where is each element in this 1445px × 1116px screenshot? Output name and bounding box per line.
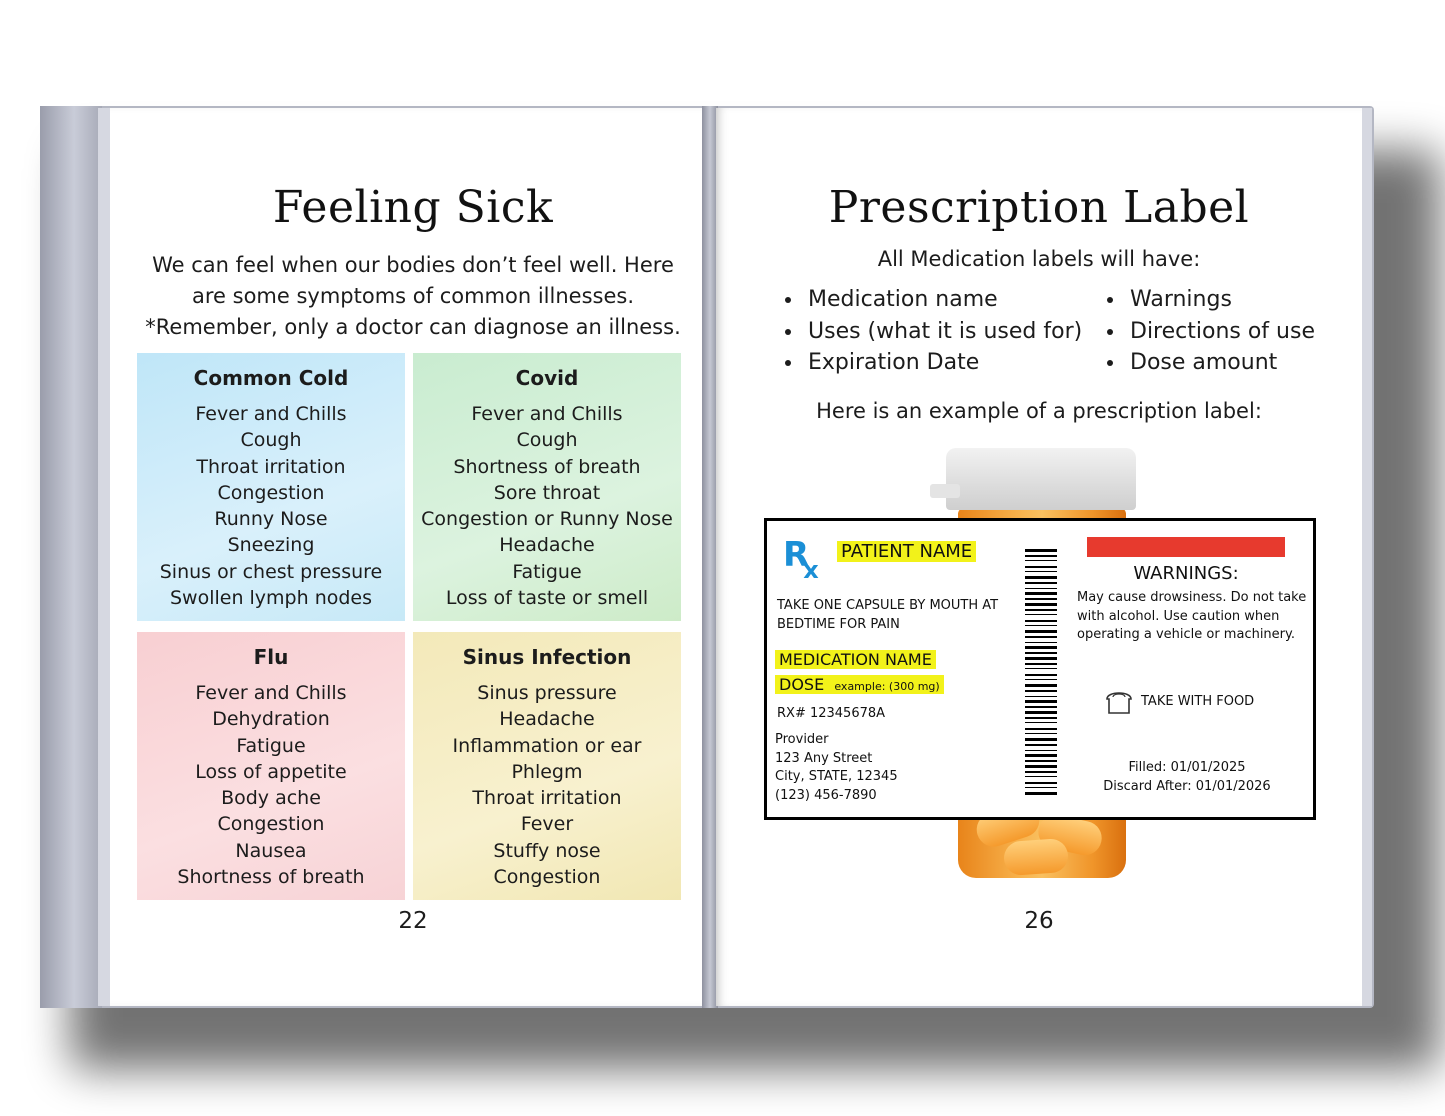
barcode-bar bbox=[1025, 609, 1057, 611]
filled-date: Filled: 01/01/2025 bbox=[1128, 760, 1246, 775]
symptom: Loss of appetite bbox=[195, 760, 347, 783]
symptom: Inflammation or ear bbox=[452, 734, 642, 757]
symptom: Sinus pressure bbox=[477, 682, 617, 704]
take-with-food: TAKE WITH FOOD bbox=[1103, 687, 1254, 717]
intro-line: *Remember, only a doctor can diagnose an illness. bbox=[145, 315, 681, 339]
barcode-bar bbox=[1025, 598, 1057, 600]
barcode-bar bbox=[1025, 663, 1057, 665]
barcode-bar bbox=[1025, 782, 1057, 784]
barcode-bar bbox=[1025, 771, 1057, 773]
card-flu bbox=[137, 632, 405, 900]
patient-name: PATIENT NAME bbox=[837, 543, 976, 562]
symptom: Nausea bbox=[235, 839, 307, 862]
provider-info: Provider 123 Any Street City, STATE, 12345 (123) 456-7890 bbox=[775, 732, 898, 803]
symptom-list bbox=[137, 401, 405, 611]
barcode-bar bbox=[1025, 738, 1057, 741]
barcode-bar bbox=[1025, 760, 1057, 762]
book-cover-edge bbox=[40, 106, 102, 1008]
left-page bbox=[98, 108, 716, 1006]
card-title: Covid bbox=[515, 366, 579, 390]
symptom-list bbox=[413, 680, 681, 890]
barcode-image bbox=[1025, 549, 1057, 797]
symptom: Body ache bbox=[221, 787, 321, 810]
symptom: Fever bbox=[520, 813, 574, 836]
symptom: Congestion or Runny Nose bbox=[421, 508, 673, 531]
card-sinus-infection bbox=[413, 632, 681, 900]
barcode-bar bbox=[1025, 566, 1057, 568]
symptom: Sinus or chest pressure bbox=[159, 560, 383, 583]
symptom: Swollen lymph nodes bbox=[169, 587, 373, 610]
list-item: • Uses (what it is used for) bbox=[804, 316, 1082, 348]
barcode-bar bbox=[1025, 603, 1057, 606]
barcode-bar bbox=[1025, 646, 1057, 649]
prescription-label bbox=[764, 518, 1316, 820]
card-common-cold bbox=[137, 353, 405, 621]
barcode-bar bbox=[1025, 571, 1057, 572]
card-title: Common Cold bbox=[193, 366, 349, 390]
list-item: • Expiration Date bbox=[804, 347, 1082, 379]
barcode-bar bbox=[1025, 728, 1057, 730]
symptom: Fever and Chills bbox=[195, 682, 347, 704]
page-title: Feeling Sick bbox=[272, 182, 554, 233]
barcode-bar bbox=[1025, 684, 1057, 687]
barcode-bar bbox=[1025, 555, 1057, 557]
symptom: Shortness of breath bbox=[177, 866, 365, 889]
barcode-bar bbox=[1025, 674, 1057, 676]
intro-text bbox=[110, 250, 716, 343]
symptom: Stuffy nose bbox=[493, 839, 601, 862]
symptom: Cough bbox=[240, 429, 302, 452]
example-caption: Here is an example of a prescription label: bbox=[816, 399, 1262, 423]
open-book bbox=[40, 106, 1374, 1008]
page-number: 22 bbox=[398, 908, 428, 934]
barcode-bar bbox=[1025, 657, 1057, 660]
symptom: Shortness of breath bbox=[453, 455, 641, 478]
symptom: Throat irritation bbox=[472, 787, 622, 810]
barcode-bar bbox=[1025, 754, 1057, 757]
list-item: • Warnings bbox=[1126, 284, 1315, 316]
symptom: Fever and Chills bbox=[195, 403, 347, 425]
bullet-list-right bbox=[1104, 284, 1315, 379]
page-number: 26 bbox=[1024, 908, 1054, 934]
barcode-bar bbox=[1025, 792, 1057, 795]
barcode-bar bbox=[1025, 700, 1057, 703]
bullet-list-left bbox=[782, 284, 1082, 379]
discard-date: Discard After: 01/01/2026 bbox=[1103, 778, 1271, 794]
barcode-bar bbox=[1025, 592, 1057, 595]
barcode-bar bbox=[1025, 560, 1057, 561]
symptom: Fatigue bbox=[512, 560, 582, 583]
barcode-bar bbox=[1025, 711, 1057, 714]
barcode-bar bbox=[1025, 636, 1057, 638]
pill-icon bbox=[1003, 838, 1069, 876]
barcode-bar bbox=[1025, 549, 1057, 552]
barcode-bar bbox=[1025, 717, 1057, 719]
list-item: • Dose amount bbox=[1126, 347, 1315, 379]
instructions: TAKE ONE CAPSULE BY MOUTH AT BEDTIME FOR PAIN bbox=[777, 598, 999, 632]
intro-line: are some symptoms of common illnesses. bbox=[192, 284, 634, 308]
dose: DOSE example: (300 mg) bbox=[775, 676, 944, 697]
bread-icon bbox=[1103, 687, 1137, 717]
barcode-bar bbox=[1025, 576, 1057, 579]
right-page bbox=[716, 108, 1372, 1006]
symptom-list bbox=[137, 680, 405, 890]
barcode-bar bbox=[1025, 787, 1057, 788]
barcode-bar bbox=[1025, 750, 1057, 751]
barcode-bar bbox=[1025, 733, 1057, 734]
bottle-cap-tab bbox=[930, 484, 960, 498]
alert-bar bbox=[1087, 537, 1285, 557]
symptom-list bbox=[413, 401, 681, 611]
card-title: Flu bbox=[253, 645, 289, 669]
barcode-bar bbox=[1025, 625, 1057, 626]
subtitle: All Medication labels will have: bbox=[877, 247, 1201, 271]
barcode-bar bbox=[1025, 582, 1057, 584]
list-item: • Directions of use bbox=[1126, 316, 1315, 348]
barcode-bar bbox=[1025, 668, 1057, 669]
barcode-bar bbox=[1025, 706, 1057, 708]
symptom: Loss of taste or smell bbox=[445, 587, 649, 610]
symptom: Runny Nose bbox=[214, 508, 328, 531]
barcode-bar bbox=[1025, 765, 1057, 768]
card-title: Sinus Infection bbox=[462, 645, 632, 669]
barcode-bar bbox=[1025, 744, 1057, 746]
barcode-bar bbox=[1025, 776, 1057, 777]
symptom: Cough bbox=[516, 429, 578, 452]
barcode-bar bbox=[1025, 620, 1057, 622]
barcode-bar bbox=[1025, 614, 1057, 615]
page-title: Prescription Label bbox=[828, 182, 1250, 233]
symptom: Sneezing bbox=[227, 534, 315, 557]
symptom: Congestion bbox=[493, 866, 601, 889]
barcode-bar bbox=[1025, 722, 1057, 723]
symptom: Fever and Chills bbox=[471, 403, 623, 425]
rx-number: RX# 12345678A bbox=[777, 706, 886, 721]
barcode-bar bbox=[1025, 696, 1057, 697]
symptom: Sore throat bbox=[493, 481, 601, 504]
symptom: Congestion bbox=[217, 481, 325, 504]
intro-line: We can feel when our bodies don’t feel well. Here bbox=[152, 253, 674, 277]
barcode-bar bbox=[1025, 630, 1057, 633]
symptom: Throat irritation bbox=[196, 455, 346, 478]
symptom: Dehydration bbox=[212, 708, 330, 731]
barcode-bar bbox=[1025, 652, 1057, 654]
symptom: Congestion bbox=[217, 813, 325, 836]
barcode-bar bbox=[1025, 679, 1057, 680]
symptom: Fatigue bbox=[236, 734, 306, 757]
medication-name: MEDICATION NAME bbox=[775, 651, 936, 670]
warnings-text: May cause drowsiness. Do not take with alcohol. Use caution when operating a vehicle or machinery. bbox=[1077, 590, 1307, 642]
list-item: • Medication name bbox=[804, 284, 1082, 316]
warnings-title: WARNINGS: bbox=[1133, 563, 1239, 584]
barcode-bar bbox=[1025, 642, 1057, 643]
symptom: Headache bbox=[499, 708, 595, 731]
barcode-bar bbox=[1025, 588, 1057, 589]
dates bbox=[1087, 759, 1287, 796]
card-covid bbox=[413, 353, 681, 621]
bottle-cap-image bbox=[946, 448, 1136, 510]
rx-icon: $R_x$ bbox=[783, 535, 819, 584]
barcode-bar bbox=[1025, 690, 1057, 692]
symptom: Headache bbox=[499, 534, 595, 557]
symptom: Phlegm bbox=[511, 760, 583, 783]
